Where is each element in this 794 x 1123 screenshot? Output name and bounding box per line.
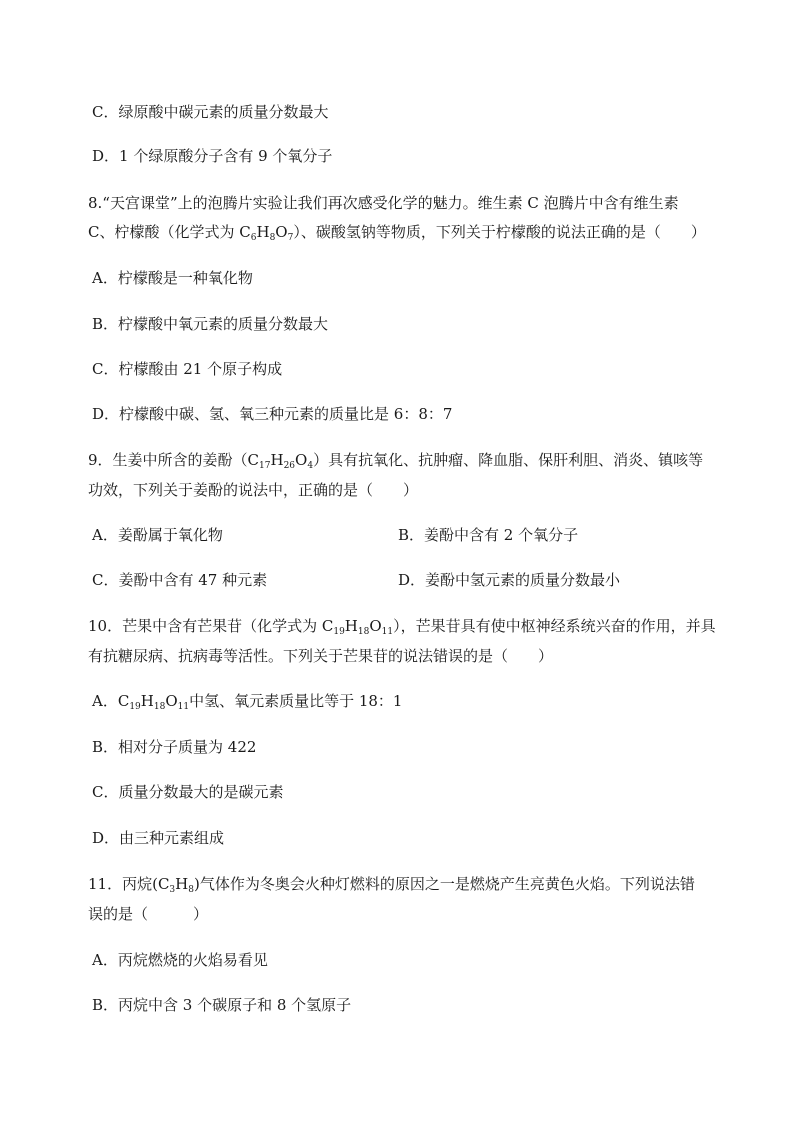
q11-stem-line1: 11．丙烷$(C_3H_8)$气体作为冬奥会火种灯燃料的原因之一是燃烧产生亮黄色火焰。下列说法错 [88,875,695,895]
q10-option-c: C．质量分数最大的是碳元素 [92,783,284,801]
q9-stem-line2: 功效，下列关于姜酚的说法中，正确的是（ ） [88,481,419,499]
q8-option-b: B．柠檬酸中氧元素的质量分数最大 [92,315,329,333]
q11-option-b: B．丙烷中含 3 个碳原子和 8 个氢原子 [92,996,352,1014]
q8-stem-line1: 8.“天宫课堂”上的泡腾片实验让我们再次感受化学的魅力。维生素 C 泡腾片中含有维生素 [88,194,679,212]
q10-stem-line1: 10．芒果中含有芒果苷（化学式为 $C_{19}H_{18}O_{11}$），芒果苷具有使中枢神经系统兴奋的作用，并具 [88,617,716,637]
q8-option-c: C．柠檬酸由 21 个原子构成 [92,360,283,378]
q10-stem-line2: 有抗糖尿病、抗病毒等活性。下列关于芒果苷的说法错误的是（ ） [88,647,554,665]
q10-option-a: A．$C_{19}H_{18}O_{11}$中氢、氧元素质量比等于 18：1 [92,692,403,712]
q8-option-a: A．柠檬酸是一种氧化物 [92,269,253,287]
q11-stem-line2: 误的是（ ） [88,905,209,923]
q8-stem-line2: C、柠檬酸（化学式为 $C_6H_8O_7$）、碳酸氢钠等物质，下列关于柠檬酸的说法正确的是（ ） [88,223,706,243]
q11-option-a: A．丙烷燃烧的火焰易看见 [92,951,268,969]
q9-option-c: C．姜酚中含有 47 种元素 [92,571,268,589]
prev-option-c: C．绿原酸中碳元素的质量分数最大 [92,103,329,121]
q10-option-d: D．由三种元素组成 [92,829,225,847]
q8-option-d: D．柠檬酸中碳、氢、氧三种元素的质量比是 6：8：7 [92,405,453,423]
q9-option-a: A．姜酚属于氧化物 [92,526,223,544]
q9-stem-line1: 9．生姜中所含的姜酚$(C_{17}H_{26}O_4)$具有抗氧化、抗肿瘤、降血脂、保肝利胆、消炎、镇咳等 [88,451,704,471]
q9-option-b: B．姜酚中含有 2 个氧分子 [398,526,579,544]
q10-option-b: B．相对分子质量为 422 [92,738,257,756]
prev-option-d: D．1 个绿原酸分子含有 9 个氧分子 [92,147,333,165]
q9-option-d: D．姜酚中氢元素的质量分数最小 [398,571,621,589]
